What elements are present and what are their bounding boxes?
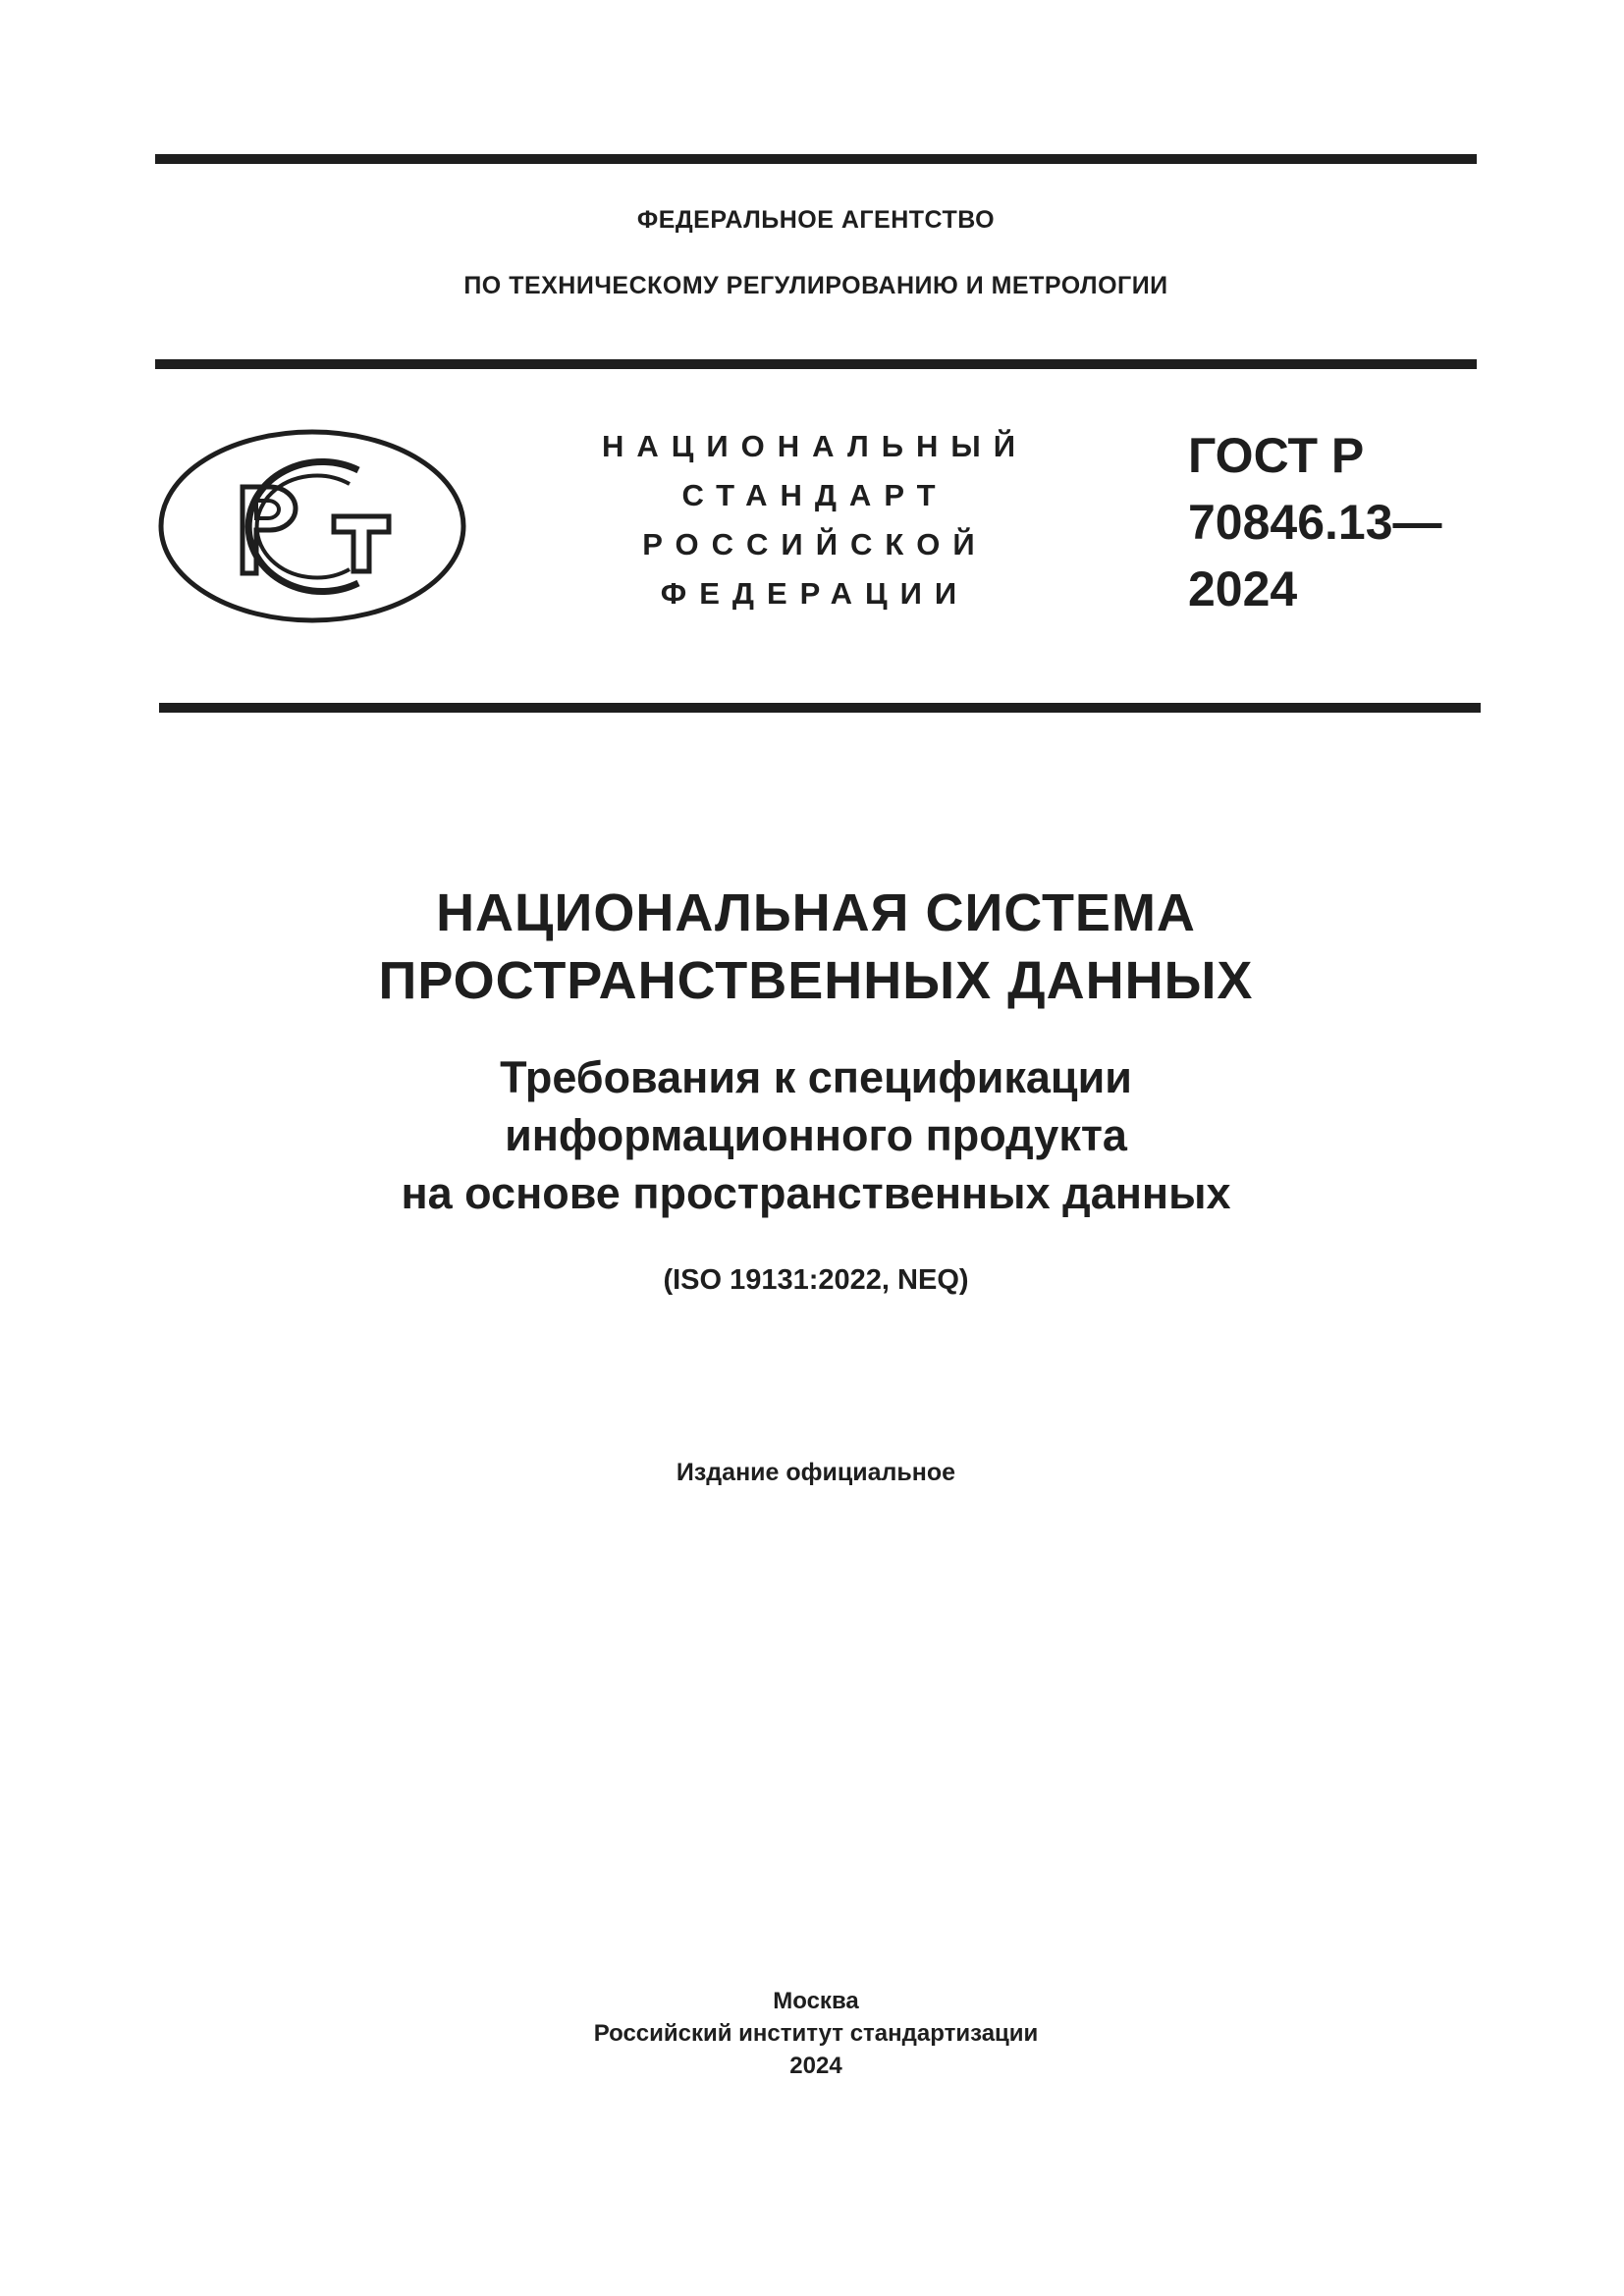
subtitle-line-2: информационного продукта — [505, 1110, 1127, 1160]
title-line-1: НАЦИОНАЛЬНАЯ СИСТЕМА — [436, 883, 1196, 942]
publisher-footer — [155, 1985, 1477, 2082]
national-line-3: РОССИЙСКОЙ — [642, 527, 988, 561]
header-rule — [155, 359, 1477, 369]
subtitle-line-1: Требования к спецификации — [500, 1052, 1132, 1102]
standard-code-line-3: 2024 — [1188, 561, 1298, 616]
document-title — [155, 880, 1477, 1015]
title-line-2: ПРОСТРАНСТВЕННЫХ ДАННЫХ — [378, 951, 1254, 1010]
agency-name-line1: ФЕДЕРАЛЬНОЕ АГЕНТСТВО — [636, 206, 996, 234]
agency-name-line2: ПО ТЕХНИЧЕСКОМУ РЕГУЛИРОВАНИЮ И МЕТРОЛОГИИ — [463, 272, 1168, 299]
rst-logo-icon — [157, 426, 471, 626]
footer-year: 2024 — [789, 2053, 842, 2079]
national-standard-label — [550, 422, 1080, 618]
standard-code-line-2: 70846.13— — [1188, 495, 1442, 550]
top-rule — [155, 154, 1477, 164]
edition-note: Издание официальное — [676, 1459, 956, 1486]
national-line-1: НАЦИОНАЛЬНЫЙ — [601, 429, 1029, 463]
footer-city: Москва — [773, 1988, 859, 2014]
band-bottom-rule — [159, 703, 1481, 713]
standard-code-line-1: ГОСТ Р — [1188, 428, 1365, 483]
iso-reference: (ISO 19131:2022, NEQ) — [663, 1264, 969, 1296]
standard-code — [1188, 422, 1483, 622]
document-subtitle — [155, 1048, 1477, 1222]
national-line-2: СТАНДАРТ — [681, 478, 948, 512]
subtitle-line-3: на основе пространственных данных — [401, 1168, 1231, 1218]
national-line-4: ФЕДЕРАЦИИ — [660, 576, 970, 611]
footer-publisher: Российский институт стандартизации — [593, 2020, 1039, 2047]
